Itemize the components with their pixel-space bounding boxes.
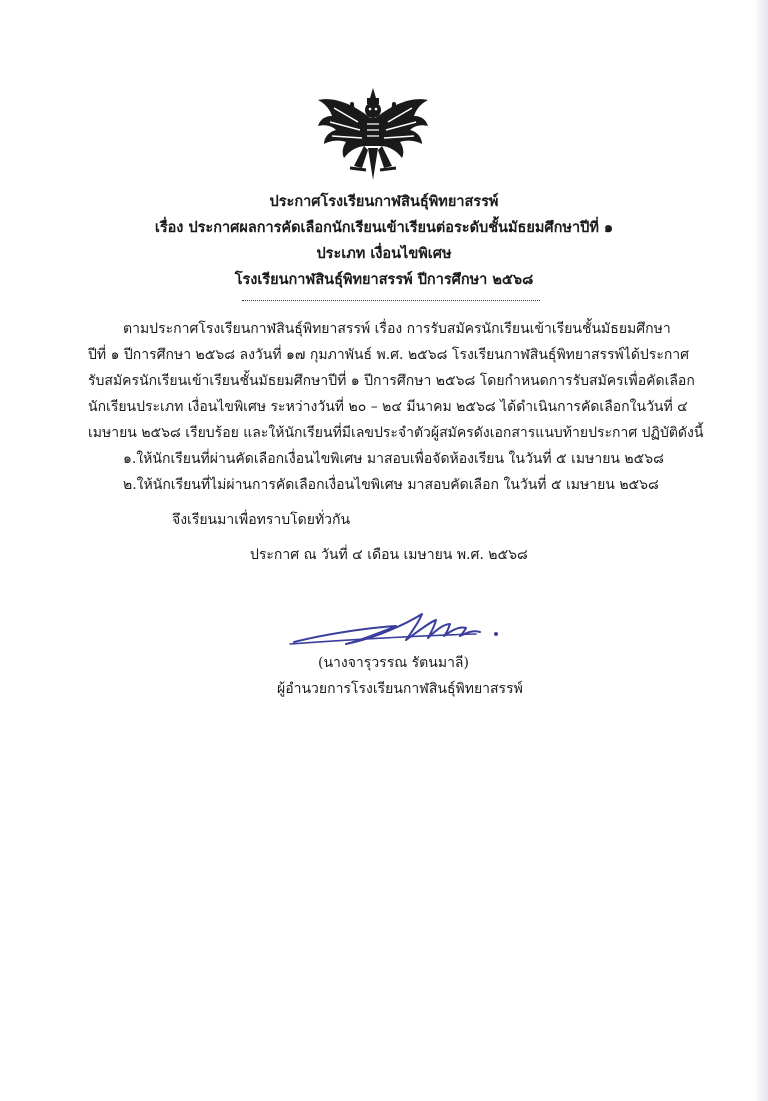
announcement-subject: เรื่อง ประกาศผลการคัดเลือกนักเรียนเข้าเรียนต่อระดับชั้นมัธยมศึกษาปีที่ ๑ bbox=[154, 219, 614, 236]
announcement-school-year: โรงเรียนกาฬสินธุ์พิทยาสรรพ์ ปีการศึกษา ๒๕๖๘ bbox=[234, 271, 534, 288]
dotted-divider bbox=[242, 300, 540, 301]
signatory-name: (นางจารุวรรณ รัตนมาลี) bbox=[318, 655, 469, 671]
announcement-title: ประกาศโรงเรียนกาฬสินธุ์พิทยาสรรพ์ bbox=[269, 193, 499, 210]
instruction-item-2: ๒.ให้นักเรียนที่ไม่ผ่านการคัดเลือกเงื่อนไขพิเศษ มาสอบคัดเลือก ในวันที่ ๕ เมษายน ๒๕๖๘ bbox=[123, 477, 659, 493]
body-line-4: นักเรียนประเภท เงื่อนไขพิเศษ ระหว่างวันที่ ๒๐ – ๒๔ มีนาคม ๒๕๖๘ ได้ดำเนินการคัดเลือกในวันที่ ๔ bbox=[88, 399, 688, 415]
page-edge-shadow bbox=[754, 0, 768, 1101]
instruction-item-1: ๑.ให้นักเรียนที่ผ่านคัดเลือกเงื่อนไขพิเศษ มาสอบเพื่อจัดห้องเรียน ในวันที่ ๕ เมษายน ๒๕๖๘ bbox=[123, 451, 664, 467]
announcement-category: ประเภท เงื่อนไขพิเศษ bbox=[316, 245, 452, 262]
body-line-2: ปีที่ ๑ ปีการศึกษา ๒๕๖๘ ลงวันที่ ๑๗ กุมภาพันธ์ พ.ศ. ๒๕๖๘ โรงเรียนกาฬสินธุ์พิทยาสรรพ์ได้ประกาศ bbox=[88, 347, 690, 363]
garuda-emblem-icon bbox=[312, 86, 434, 184]
body-line-3: รับสมัครนักเรียนเข้าเรียนชั้นมัธยมศึกษาปีที่ ๑ ปีการศึกษา ๒๕๖๘ โดยกำหนดการรับสมัครเพื่อคัดเลือก bbox=[88, 373, 695, 389]
announcement-date: ประกาศ ณ วันที่ ๔ เดือน เมษายน พ.ศ. ๒๕๖๘ bbox=[250, 547, 528, 563]
body-line-1: ตามประกาศโรงเรียนกาฬสินธุ์พิทยาสรรพ์ เรื่อง การรับสมัครนักเรียนเข้าเรียนชั้นมัธยมศึกษา bbox=[123, 321, 671, 337]
signature-scribble bbox=[286, 604, 516, 654]
body-line-5: เมษายน ๒๕๖๘ เรียบร้อย และให้นักเรียนที่มีเลขประจำตัวผู้สมัครดังเอกสารแนบท้ายประกาศ ปฏิบัติดังนี้ bbox=[88, 425, 704, 441]
signatory-position: ผู้อำนวยการโรงเรียนกาฬสินธุ์พิทยาสรรพ์ bbox=[277, 681, 523, 697]
closing-line: จึงเรียนมาเพื่อทราบโดยทั่วกัน bbox=[172, 512, 351, 528]
